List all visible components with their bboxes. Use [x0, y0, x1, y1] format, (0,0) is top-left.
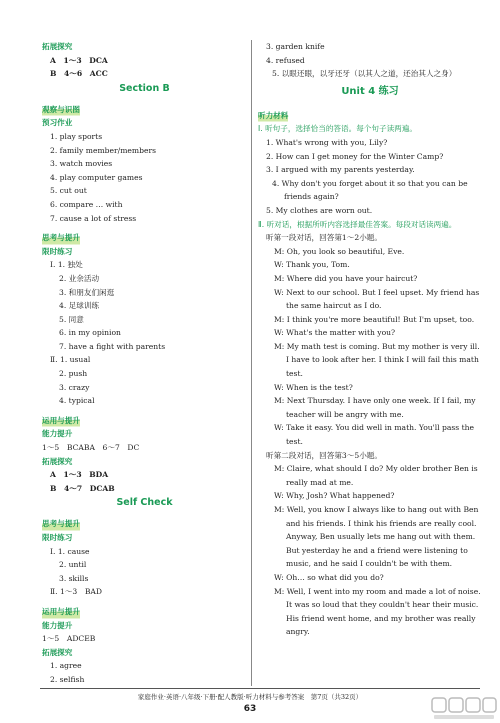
- left-column: [42, 40, 247, 687]
- heading-yunyong-2: 运用与提升: [42, 605, 80, 619]
- answer-line: 6. compare … with: [50, 199, 123, 209]
- answer-line: 3. garden knife: [266, 42, 325, 51]
- footer-rule: [40, 688, 480, 689]
- dialog-line: M: I think you're more beautiful! But I'm upset, too.: [274, 314, 475, 324]
- answer-line: 1～5 BCABA 6～7 DC: [42, 443, 140, 453]
- dialog-intro: 听第一段对话，回答第1～2小题。: [266, 233, 382, 243]
- answer-line: 5. 同意: [59, 314, 84, 324]
- answer-line: 6. in my opinion: [59, 328, 121, 338]
- part1-heading: Ⅰ. 听句子，选择恰当的答语。每个句子读两遍。: [258, 124, 417, 134]
- dialog-line: W: Take it easy. You did well in math. You'll pass the test.: [274, 423, 475, 447]
- sentence-line: 5. My clothes are worn out.: [266, 205, 373, 215]
- heading-xianshi-2: 限时练习: [42, 533, 73, 542]
- answer-line: 1～5 ADCEB: [42, 634, 96, 644]
- heading-nengli-1: 能力提升: [42, 429, 73, 439]
- dialog-line: W: Thank you, Tom.: [274, 260, 350, 270]
- answer-line: B 4～7 DCAB: [50, 483, 115, 493]
- heading-tuozhan-1: 拓展探究: [42, 42, 73, 51]
- section-b-title: Section B: [119, 82, 170, 94]
- watermark-logo-icon: [430, 695, 498, 721]
- dialog-line: W: Why, Josh? What happened?: [274, 491, 395, 501]
- answer-line: 4. refused: [266, 55, 305, 65]
- answer-line: B 4～6 ACC: [50, 69, 108, 79]
- heading-guancha: 观察与识图: [42, 103, 80, 117]
- answer-line: 2. push: [59, 369, 88, 379]
- answer-line: 2. selfish: [50, 674, 85, 684]
- answer-line: A 1～3 DCA: [50, 55, 108, 65]
- answer-line: 3. skills: [59, 573, 89, 583]
- dialog-line: W: What's the matter with you?: [274, 328, 396, 338]
- answer-line: Ⅱ. 1. usual: [50, 355, 91, 365]
- dialog-line: M: Oh, you look so beautiful, Eve.: [274, 246, 405, 256]
- answer-line: 3. 和朋友们闲逛: [59, 287, 115, 297]
- dialog-line: M: Well, you know I always like to hang out with Ben and his friends. I think his friends are really cool. Anyway, Ben usually lets me hang out with them. But yesterday he and a friend were listening to music, and he said I couldn't be with them.: [274, 505, 479, 569]
- answer-line: 2. 业余活动: [59, 273, 100, 283]
- dialog-intro: 听第二段对话，回答第3～5小题。: [266, 450, 382, 460]
- answer-line: 1. play sports: [50, 131, 103, 141]
- answer-line: 4. 足球训练: [59, 301, 100, 311]
- heading-tingli: 听力材料: [258, 109, 288, 123]
- part2-heading: Ⅱ. 听对话，根据所听内容选择最佳答案。每段对话读两遍。: [258, 219, 457, 229]
- answer-line: 2. until: [59, 560, 87, 570]
- heading-yuxi: 预习作业: [42, 118, 73, 128]
- unit4-title: Unit 4 练习: [341, 85, 399, 97]
- answer-line: 7. cause a lot of stress: [50, 213, 137, 223]
- right-column: [258, 40, 482, 639]
- sentence-line: 2. How can I get money for the Winter Camp?: [266, 151, 444, 161]
- heading-nengli-2: 能力提升: [42, 620, 73, 630]
- dialog-line: M: My math test is coming. But my mother is very ill. I have to look after her. I think I will fail this math test.: [274, 341, 480, 379]
- dialog-line: M: Well, I went into my room and made a lot of noise. It was so loud that they couldn't hear their music. His friend went home, and my brother was really angry.: [274, 586, 481, 637]
- dialog-line: W: Next to our school. But I feel upset. My friend has the same haircut as I do.: [274, 287, 480, 311]
- heading-tuozhan-2: 拓展探究: [42, 456, 73, 466]
- sentence-line: 4. Why don't you forget about it so that you can be friends again?: [272, 178, 468, 202]
- answer-line: Ⅱ. 1～3 BAD: [50, 587, 102, 597]
- dialog-line: M: Next Thursday. I have only one week. If I fail, my teacher will be angry with me.: [274, 396, 476, 419]
- answer-line: A 1～3 BDA: [50, 470, 109, 480]
- dialog-line: M: Where did you have your haircut?: [274, 273, 418, 283]
- sentence-line: 1. What's wrong with you, Lily?: [266, 137, 388, 147]
- answer-line: 4. play computer games: [50, 172, 143, 182]
- answer-line: Ⅰ. 1. 独处: [50, 260, 83, 270]
- column-divider: [251, 40, 252, 686]
- dialog-line: M: Claire, what should I do? My older brother Ben is really mad at me.: [274, 464, 478, 487]
- heading-xianshi-1: 限时练习: [42, 246, 73, 256]
- answer-line: 7. have a fight with parents: [59, 341, 166, 351]
- footer-text: 家庭作业·英语·八年级·下册·配人教版·听力材料与参考答案 第7页（共32页）: [137, 693, 363, 701]
- answer-line: 5. cut out: [50, 186, 87, 196]
- answer-line: 5. 以眼还眼，以牙还牙（以其人之道，还治其人之身）: [272, 69, 457, 79]
- answer-line: Ⅰ. 1. cause: [50, 546, 90, 556]
- self-check-title: Self Check: [116, 497, 173, 509]
- sentence-line: 3. I argued with my parents yesterday.: [266, 165, 415, 175]
- heading-tuozhan-3: 拓展探究: [42, 647, 73, 657]
- answer-line: 3. crazy: [59, 382, 90, 392]
- heading-yunyong-1: 运用与提升: [42, 414, 80, 428]
- dialog-line: W: Oh… so what did you do?: [274, 572, 384, 582]
- answer-line: 1. agree: [50, 661, 82, 671]
- dialog-line: W: When is the test?: [274, 382, 353, 392]
- answer-line: 3. watch movies: [50, 159, 113, 169]
- page-number: 63: [243, 704, 257, 714]
- answer-line: 4. typical: [59, 396, 95, 406]
- heading-sikao-1: 思考与提升: [42, 231, 80, 245]
- answer-line: 2. family member/members: [50, 145, 156, 155]
- heading-sikao-2: 思考与提升: [42, 517, 80, 531]
